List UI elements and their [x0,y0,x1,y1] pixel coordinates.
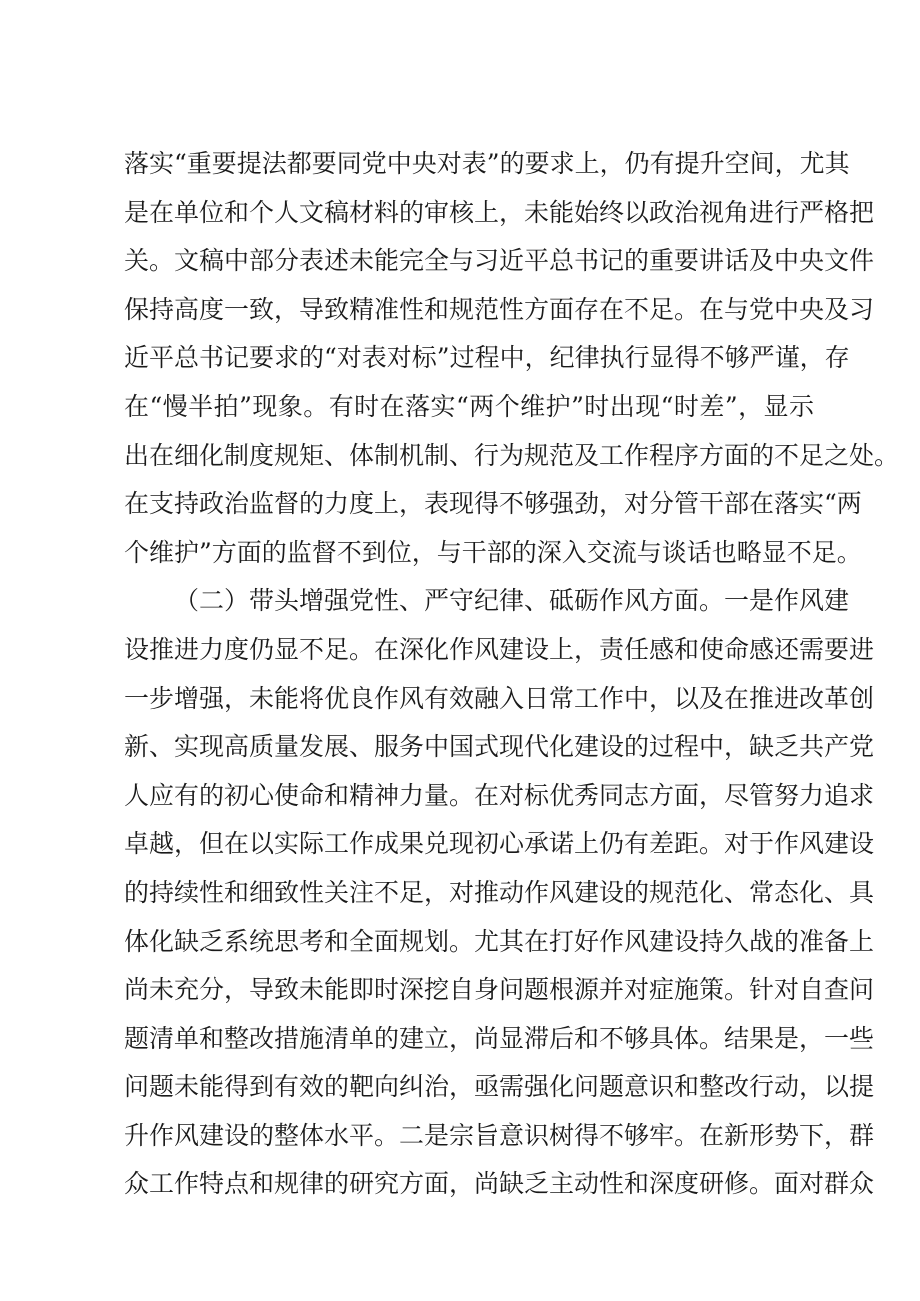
text-line-9: 个维护”方面的监督不到位，与干部的深入交流与谈话也略显不足。 [124,537,862,567]
text-line-17: 体化缺乏系统思考和全面规划。尤其在打好作风建设持久战的准备上 [124,926,875,956]
text-line-16: 的持续性和细致性关注不足，对推动作风建设的规范化、常态化、具 [124,877,875,907]
text-line-8: 在支持政治监督的力度上，表现得不够强劲，对分管干部在落实“两 [124,489,862,519]
text-line-22: 众工作特点和规律的研究方面，尚缺乏主动性和深度研修。面对群众 [124,1169,875,1199]
text-line-21: 升作风建设的整体水平。二是宗旨意识树得不够牢。在新形势下，群 [124,1120,875,1150]
text-line-11: 设推进力度仍显不足。在深化作风建设上，责任感和使命感还需要进 [124,634,875,664]
text-line-13: 新、实现高质量发展、服务中国式现代化建设的过程中，缺乏共产党 [124,732,875,762]
text-line-15: 卓越，但在以实际工作成果兑现初心承诺上仍有差距。对于作风建设 [124,829,875,859]
text-line-7: 出在细化制度规矩、体制机制、行为规范及工作程序方面的不足之处。 [124,440,900,470]
text-line-20: 问题未能得到有效的靶向纠治，亟需强化问题意识和整改行动，以提 [124,1072,875,1102]
text-line-6: 在“慢半拍”现象。有时在落实“两个维护”时出现“时差”，显示 [124,391,814,421]
text-line-19: 题清单和整改措施清单的建立，尚显滞后和不够具体。结果是，一些 [124,1023,875,1053]
text-line-5: 近平总书记要求的“对表对标”过程中，纪律执行显得不够严谨，存 [124,343,850,373]
text-line-3: 关。文稿中部分表述未能完全与习近平总书记的重要讲话及中央文件 [124,246,875,276]
text-line-18: 尚未充分，导致未能即时深挖自身问题根源并对症施策。针对自查问 [124,975,875,1005]
body-text [124,140,900,1209]
text-line-4: 保持高度一致，导致精准性和规范性方面存在不足。在与党中央及习 [124,294,875,324]
text-line-14: 人应有的初心使命和精神力量。在对标优秀同志方面，尽管努力追求 [124,780,875,810]
text-line-2: 是在单位和个人文稿材料的审核上，未能始终以政治视角进行严格把 [124,197,875,227]
section-heading-line: （二）带头增强党性、严守纪律、砥砺作风方面。一是作风建 [174,586,850,616]
text-line-12: 一步增强，未能将优良作风有效融入日常工作中，以及在推进改革创 [124,683,875,713]
text-line-1: 落实“重要提法都要同党中央对表”的要求上，仍有提升空间，尤其 [124,149,850,178]
